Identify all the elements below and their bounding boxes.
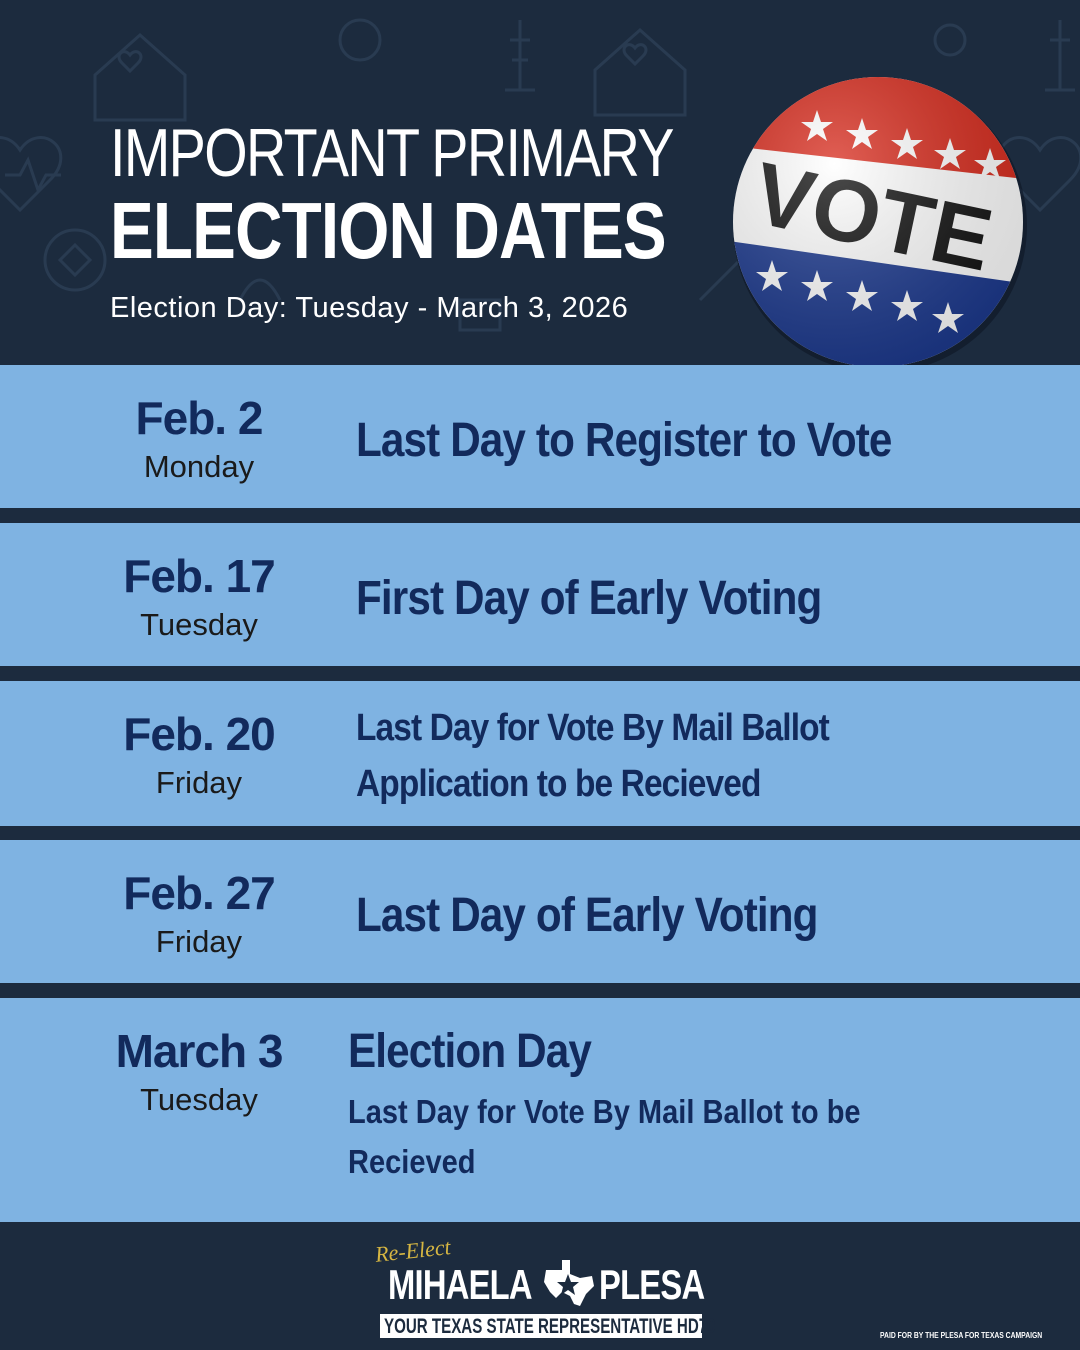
row-description: Election Day [348, 1025, 591, 1078]
row-day: Monday [143, 449, 255, 484]
row-description: Last Day of Early Voting [356, 889, 818, 942]
row-subtext-line-1: Last Day for Vote By Mail Ballot to be [348, 1093, 861, 1130]
row-description-line-2: Application to be Recieved [356, 763, 761, 805]
candidate-last-name: PLESA [599, 1261, 705, 1308]
candidate-first-name: MIHAELA [388, 1261, 532, 1308]
list-item [0, 523, 1080, 666]
election-day-subtitle: Election Day: Tuesday - March 3, 2026 [110, 292, 629, 324]
list-item [0, 840, 1080, 983]
list-item [0, 998, 1080, 1222]
row-date: Feb. 20 [123, 708, 275, 760]
title-line-1: IMPORTANT PRIMARY [110, 115, 673, 191]
row-day: Friday [155, 924, 243, 959]
list-item [0, 365, 1080, 508]
vote-badge-icon [722, 70, 1034, 382]
row-day: Friday [155, 765, 243, 800]
list-item [0, 681, 1080, 826]
paid-for-disclaimer: PAID FOR BY THE PLESA FOR TEXAS CAMPAIGN [880, 1331, 1043, 1340]
row-description: Last Day to Register to Vote [356, 414, 892, 467]
row-day: Tuesday [140, 607, 258, 642]
row-date: Feb. 17 [123, 550, 275, 602]
title-line-2: ELECTION DATES [110, 186, 666, 275]
tagline: YOUR TEXAS STATE REPRESENTATIVE HD70 [384, 1315, 716, 1338]
row-description-line-1: Last Day for Vote By Mail Ballot [356, 707, 829, 749]
row-day: Tuesday [140, 1082, 258, 1117]
row-description: First Day of Early Voting [356, 572, 822, 625]
row-date: March 3 [115, 1025, 283, 1077]
row-date: Feb. 2 [135, 392, 263, 444]
row-date: Feb. 27 [123, 867, 275, 919]
row-subtext-line-2: Recieved [348, 1143, 476, 1180]
texas-star-icon [540, 1258, 596, 1308]
reelect-label: Re-Elect [373, 1234, 452, 1267]
